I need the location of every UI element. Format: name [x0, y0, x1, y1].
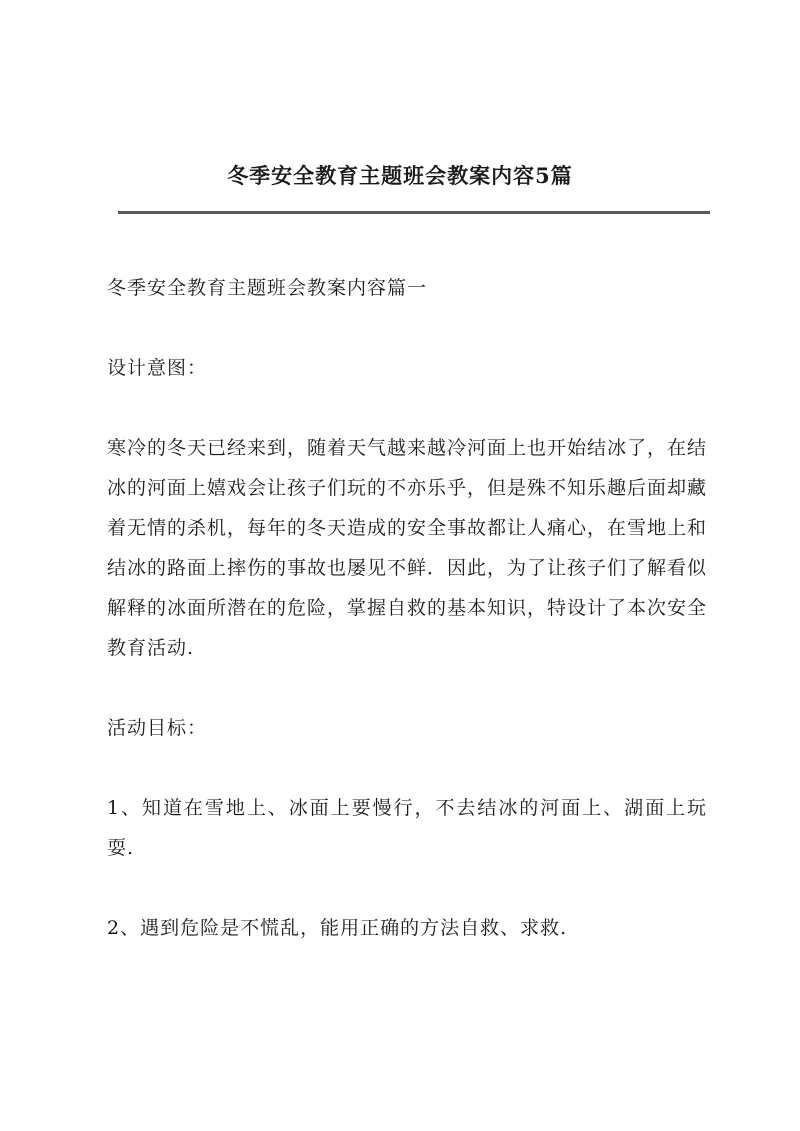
goal-item-2: 2、遇到危险是不慌乱，能用正确的方法自救、求救.: [107, 917, 568, 939]
title-underline: [118, 211, 710, 214]
design-intent-label: 设计意图：: [107, 357, 208, 379]
document-title: 冬季安全教育主题班会教案内容5篇: [227, 163, 573, 188]
section-heading: 冬季安全教育主题班会教案内容篇一: [107, 277, 428, 299]
goal-item-1: 1、知道在雪地上、冰面上要慢行，不去结冰的河面上、湖面上玩耍.: [107, 797, 707, 859]
design-intent-paragraph: 寒冷的冬天已经来到，随着天气越来越冷河面上也开始结冰了，在结冰的河面上嬉戏会让孩子们玩的不亦乐乎，但是殊不知乐趣后面却藏着无情的杀机，每年的冬天造成的安全事故都让人痛心，在雪地上和结冰的路面上摔伤的事故也屡见不鲜．因此，为了让孩子们了解看似解释的冰面所潜在的危险，掌握自救的基本知识，特设计了本次安全教育活动.: [107, 437, 708, 659]
goals-label: 活动目标：: [107, 717, 208, 739]
document-body: [107, 268, 707, 988]
